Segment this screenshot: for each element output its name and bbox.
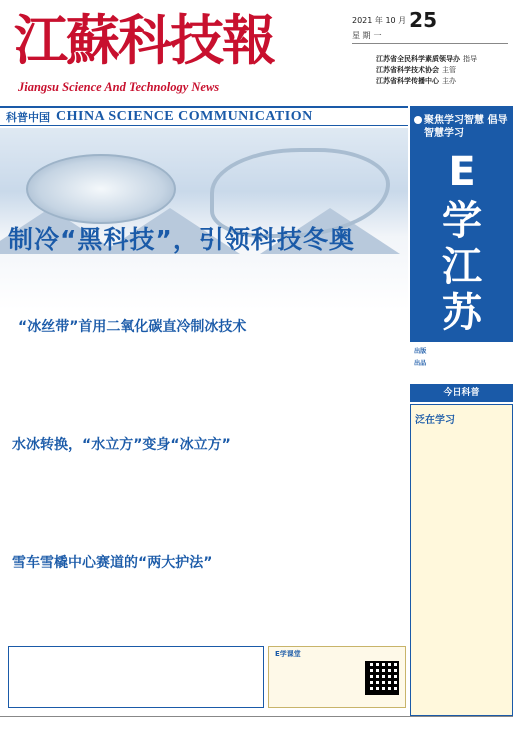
ubiquitous-learning-box [410,404,513,716]
sponsor-item: 江苏省科学技术协会 主管 [376,66,456,74]
date-year-month: 2021 年 10 月 [352,15,407,25]
article-column [311,456,406,544]
article-body [8,456,406,544]
e-course-tag: E学课堂 [275,650,301,658]
sidebar-meta [410,346,513,370]
issn-line [352,43,508,46]
section-banner [0,106,408,126]
article-body [8,338,406,430]
ice-stadium-illustration [26,154,176,224]
sidebar-pages: 出品 [414,360,427,367]
e-course-box [268,646,406,708]
article-column [311,338,406,430]
article-column [109,338,204,430]
weekday-label: 星 期 [352,31,371,40]
sidebar [410,106,513,716]
sidebar-publisher: 出版 [414,348,427,355]
sponsors-list [376,54,508,87]
article-column [109,456,204,544]
qr-code-icon[interactable] [365,661,399,695]
hero-photo [0,128,408,310]
masthead [0,0,513,104]
bullet-dot-icon [414,116,422,124]
footer-info [0,716,513,730]
sidebar-e-letter: E [448,149,476,195]
newspaper-logo-english: Jiangsu Science And Technology News [18,80,220,94]
article-column [210,456,305,544]
section-name-cn: 科普中国 [6,110,50,124]
sidebar-brand-name: 学江苏 [442,198,482,336]
newspaper-logo: 江蘇科技報 [14,8,274,72]
box-title: 泛在学习 [415,415,455,426]
article-title: 雪车雪橇中心赛道的“两大护法” [12,555,213,571]
article-title: 水冰转换，“水立方”变身“冰立方” [12,437,231,453]
article-column [8,338,103,430]
photo-caption-box [8,646,264,708]
section-name-en: CHINA SCIENCE COMMUNICATION [56,108,313,124]
weekday-value: 一 [373,31,382,40]
sidebar-brand-panel [410,106,513,342]
date-block [352,10,508,46]
sponsor-item: 江苏省科学传播中心 主办 [376,77,456,85]
article-title: “冰丝带”首用二氧化碳直冷制冰技术 [18,319,247,335]
hero-headline: 制冷“黑科技”，引领科技冬奥 [8,225,355,254]
sponsor-item: 江苏省全民科学素质领导办 指导 [376,55,477,63]
sidebar-slogan: 聚焦学习智慧 倡导智慧学习 [424,115,508,139]
article-column [8,456,103,544]
today-science-header: 今日科普 [410,384,513,402]
article-column [210,338,305,430]
date-day: 25 [409,8,438,32]
